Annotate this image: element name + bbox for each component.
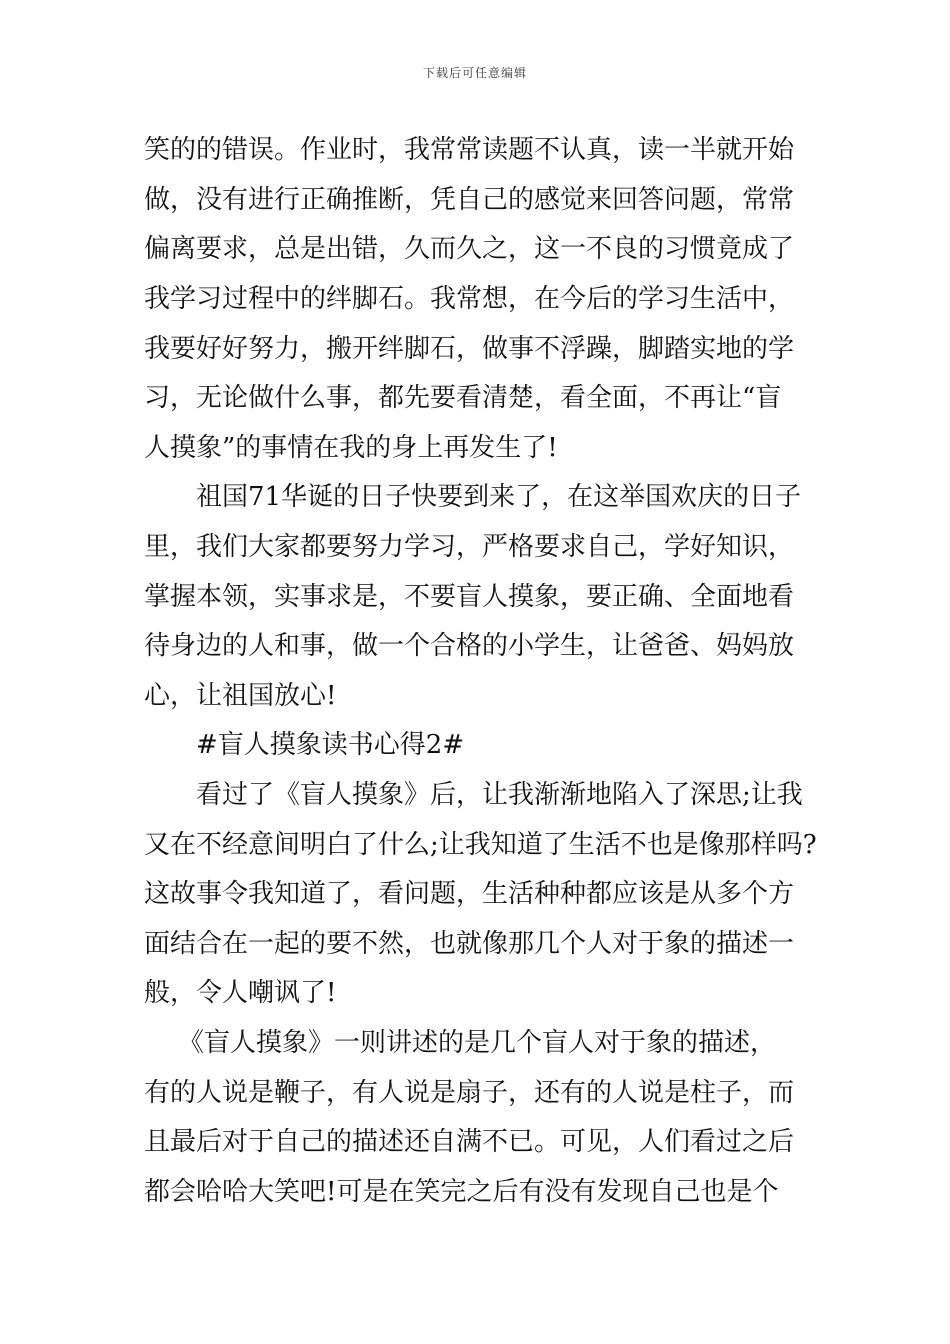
text-line: 习，无论做什么事，都先要看清楚，看全面，不再让“盲 bbox=[144, 383, 782, 413]
text-line: 待身边的人和事，做一个合格的小学生，让爸爸、妈妈放 bbox=[144, 631, 795, 661]
text-line: 我要好好努力，搬开绊脚石，做事不浮躁，脚踏实地的学 bbox=[144, 334, 795, 364]
section-heading: #盲人摸象读书心得2# bbox=[196, 730, 465, 760]
text-line: 都会哈哈大笑吧!可是在笑完之后有没有发现自己也是个 bbox=[144, 1177, 779, 1207]
text-line: 掌握本领，实事求是，不要盲人摸象，要正确、全面地看 bbox=[144, 582, 795, 612]
text-line: 又在不经意间明白了什么;让我知道了生活不也是像那样吗? bbox=[144, 830, 817, 860]
text-line: 这故事令我知道了，看问题，生活种种都应该是从多个方 bbox=[144, 879, 795, 909]
text-line: 里，我们大家都要努力学习，严格要求自己，学好知识， bbox=[144, 532, 795, 562]
text-line: 般，令人嘲讽了! bbox=[144, 978, 337, 1008]
text-line: 笑的的错误。作业时，我常常读题不认真，读一半就开始 bbox=[144, 135, 795, 165]
text-line: 且最后对于自己的描述还自满不已。可见，人们看过之后 bbox=[144, 1127, 795, 1157]
text-line: 《盲人摸象》一则讲述的是几个盲人对于象的描述， bbox=[178, 1028, 777, 1058]
text-line: 我学习过程中的绊脚石。我常想，在今后的学习生活中， bbox=[144, 284, 795, 314]
text-line: 祖国71华诞的日子快要到来了，在这举国欢庆的日子 bbox=[196, 482, 802, 512]
text-line: 人摸象”的事情在我的身上再发生了! bbox=[144, 433, 558, 463]
text-line: 面结合在一起的要不然，也就像那几个人对于象的描述一 bbox=[144, 929, 795, 959]
page-header: 下载后可任意编辑 bbox=[422, 66, 527, 80]
text-line: 有的人说是鞭子，有人说是扇子，还有的人说是柱子，而 bbox=[144, 1078, 795, 1108]
text-line: 看过了《盲人摸象》后，让我渐渐地陷入了深思;让我 bbox=[196, 780, 803, 810]
text-line: 做，没有进行正确推断，凭自己的感觉来回答问题，常常 bbox=[144, 185, 795, 215]
text-line: 心，让祖国放心! bbox=[144, 681, 337, 711]
text-line: 偏离要求，总是出错，久而久之，这一不良的习惯竟成了 bbox=[144, 234, 795, 264]
